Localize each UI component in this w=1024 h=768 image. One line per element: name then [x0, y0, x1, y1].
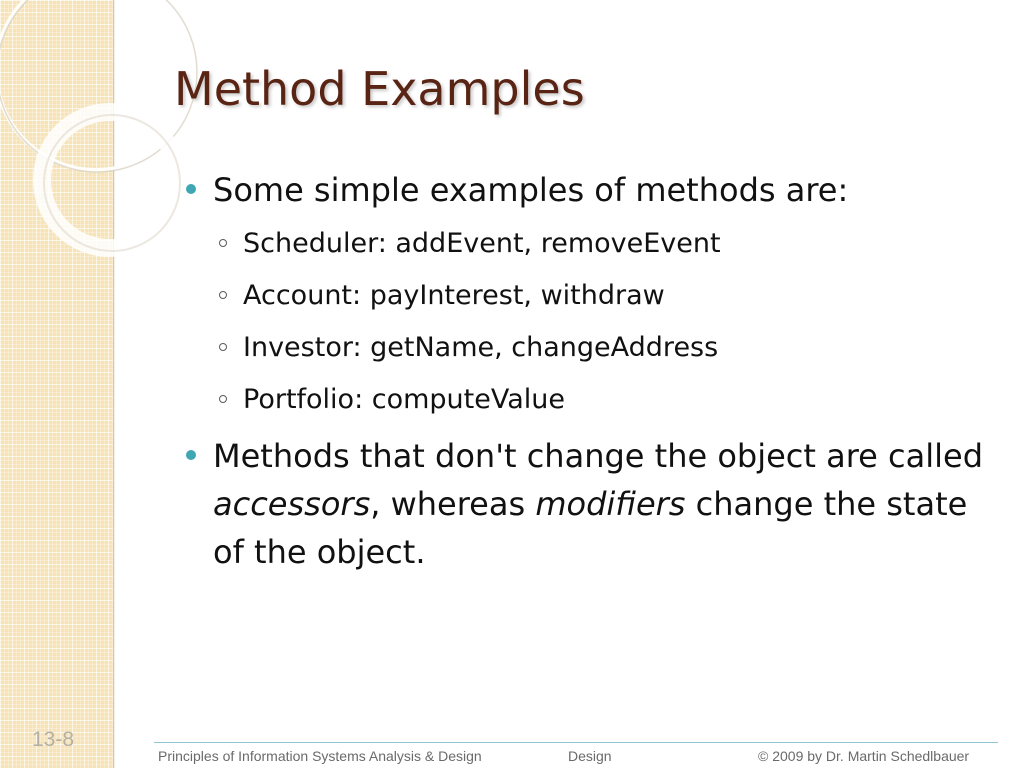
- sub-bullet-text: Investor: getName, changeAddress: [243, 332, 719, 363]
- sub-bullet-item: [186, 218, 986, 270]
- hollow-bullet-icon: [219, 239, 227, 247]
- bullet-item: [186, 166, 986, 214]
- footer-section: Design: [568, 748, 612, 764]
- sub-bullet-text: Account: payInterest, withdraw: [243, 280, 665, 311]
- text-run: change the state of the object.: [213, 485, 968, 571]
- emphasis-accessors: accessors: [213, 485, 371, 523]
- bullet-dot-icon: [186, 184, 196, 194]
- hollow-bullet-icon: [219, 291, 227, 299]
- sub-bullet-item: [186, 374, 986, 426]
- decorative-rings: [0, 0, 200, 260]
- text-run: , whereas: [370, 485, 536, 523]
- emphasis-modifiers: modifiers: [535, 485, 686, 523]
- text-run: Methods that don't change the object are called: [213, 437, 984, 475]
- sub-bullet-text: Scheduler: addEvent, removeEvent: [243, 228, 721, 259]
- footer-divider: [154, 742, 998, 743]
- sub-bullet-item: [186, 270, 986, 322]
- sub-bullet-list: [186, 218, 986, 426]
- bullet-dot-icon: [186, 450, 196, 460]
- bullet-text: [213, 432, 986, 576]
- sub-bullet-item: [186, 322, 986, 374]
- slide-content: [186, 166, 986, 576]
- slide-title: Method Examples: [174, 62, 585, 116]
- bullet-item: [186, 432, 986, 576]
- footer-copyright: © 2009 by Dr. Martin Schedlbauer: [758, 748, 970, 764]
- slide-number: 13-8: [32, 728, 75, 751]
- sub-bullet-text: Portfolio: computeValue: [243, 384, 566, 415]
- bullet-text: Some simple examples of methods are:: [213, 171, 849, 209]
- footer-course-title: Principles of Information Systems Analysis & Design: [158, 748, 482, 764]
- hollow-bullet-icon: [219, 395, 227, 403]
- hollow-bullet-icon: [219, 343, 227, 351]
